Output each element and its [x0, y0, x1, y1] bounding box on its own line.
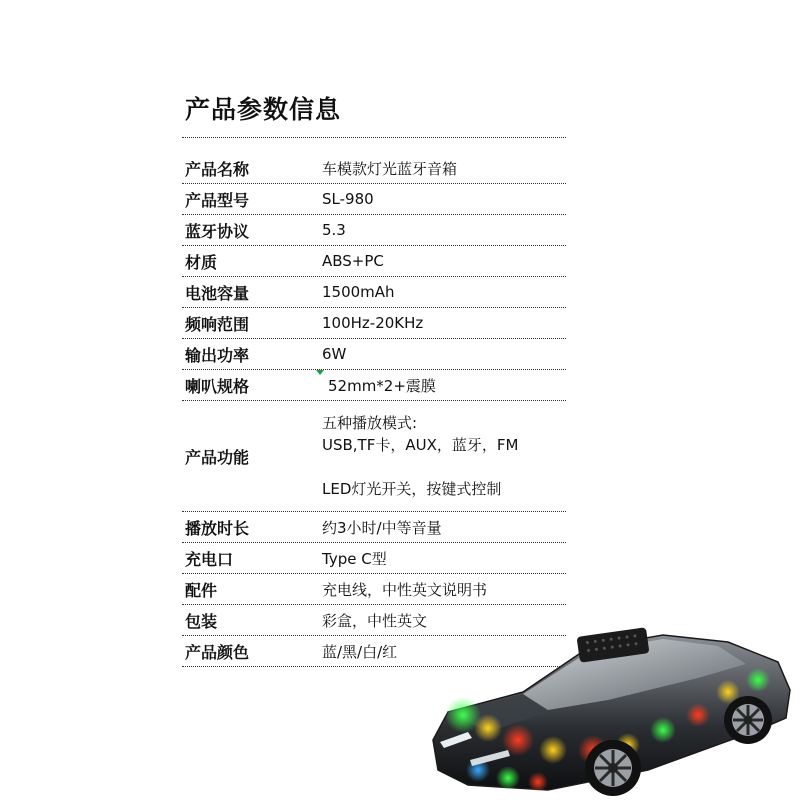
feature-line: LED灯光开关，按键式控制	[322, 480, 502, 498]
spec-row-bluetooth	[182, 215, 566, 246]
spec-value: SL-980	[322, 190, 374, 208]
spec-value: ABS+PC	[322, 252, 384, 270]
spec-value: 52mm*2+震膜	[328, 376, 436, 395]
spec-label: 充电口	[185, 549, 234, 569]
spec-value-multiline	[322, 412, 566, 500]
spec-label: 产品功能	[185, 447, 250, 467]
spec-value: 100Hz-20KHz	[322, 314, 424, 332]
page-title: 产品参数信息	[185, 95, 342, 124]
spec-label: 蓝牙协议	[185, 221, 250, 241]
spec-label: 频响范围	[185, 314, 250, 334]
spec-label: 材质	[185, 252, 218, 272]
spec-label: 产品颜色	[185, 642, 250, 662]
feature-line: USB,TF卡，AUX，蓝牙，FM	[322, 436, 519, 454]
spec-value: 约3小时/中等音量	[322, 518, 442, 537]
spec-row-charging-port	[182, 543, 566, 574]
spec-row-battery	[182, 277, 566, 308]
spec-label: 产品型号	[185, 190, 250, 210]
spec-row-accessories	[182, 574, 566, 605]
spec-label: 播放时长	[185, 518, 250, 538]
spec-value: 6W	[322, 345, 347, 363]
car-speaker-product-image	[428, 620, 798, 800]
spec-label: 包装	[185, 611, 218, 631]
spacer	[322, 456, 566, 478]
spec-value: 5.3	[322, 221, 346, 239]
spec-label: 电池容量	[185, 283, 250, 303]
spec-row-model	[182, 184, 566, 215]
green-marker-icon	[316, 370, 324, 375]
title-divider	[182, 137, 566, 138]
spec-table	[182, 153, 566, 667]
spec-value: 彩盒，中性英文	[322, 611, 428, 630]
spec-label: 喇叭规格	[185, 376, 250, 396]
spec-row-material	[182, 246, 566, 277]
feature-line: 五种播放模式:	[322, 414, 418, 432]
spec-label: 输出功率	[185, 345, 250, 365]
spec-row-speaker	[182, 370, 566, 401]
spec-row-name	[182, 153, 566, 184]
spec-label: 配件	[185, 580, 218, 600]
spec-row-playtime	[182, 512, 566, 543]
spec-row-power	[182, 339, 566, 370]
spec-value: 充电线，中性英文说明书	[322, 580, 488, 599]
spec-label: 产品名称	[185, 159, 250, 179]
spec-row-features	[182, 401, 566, 512]
spec-value: 车模款灯光蓝牙音箱	[322, 159, 458, 178]
spec-row-frequency	[182, 308, 566, 339]
spec-value: 1500mAh	[322, 283, 395, 301]
spec-value: 蓝/黑/白/红	[322, 642, 398, 661]
spec-value: Type C型	[322, 549, 387, 568]
